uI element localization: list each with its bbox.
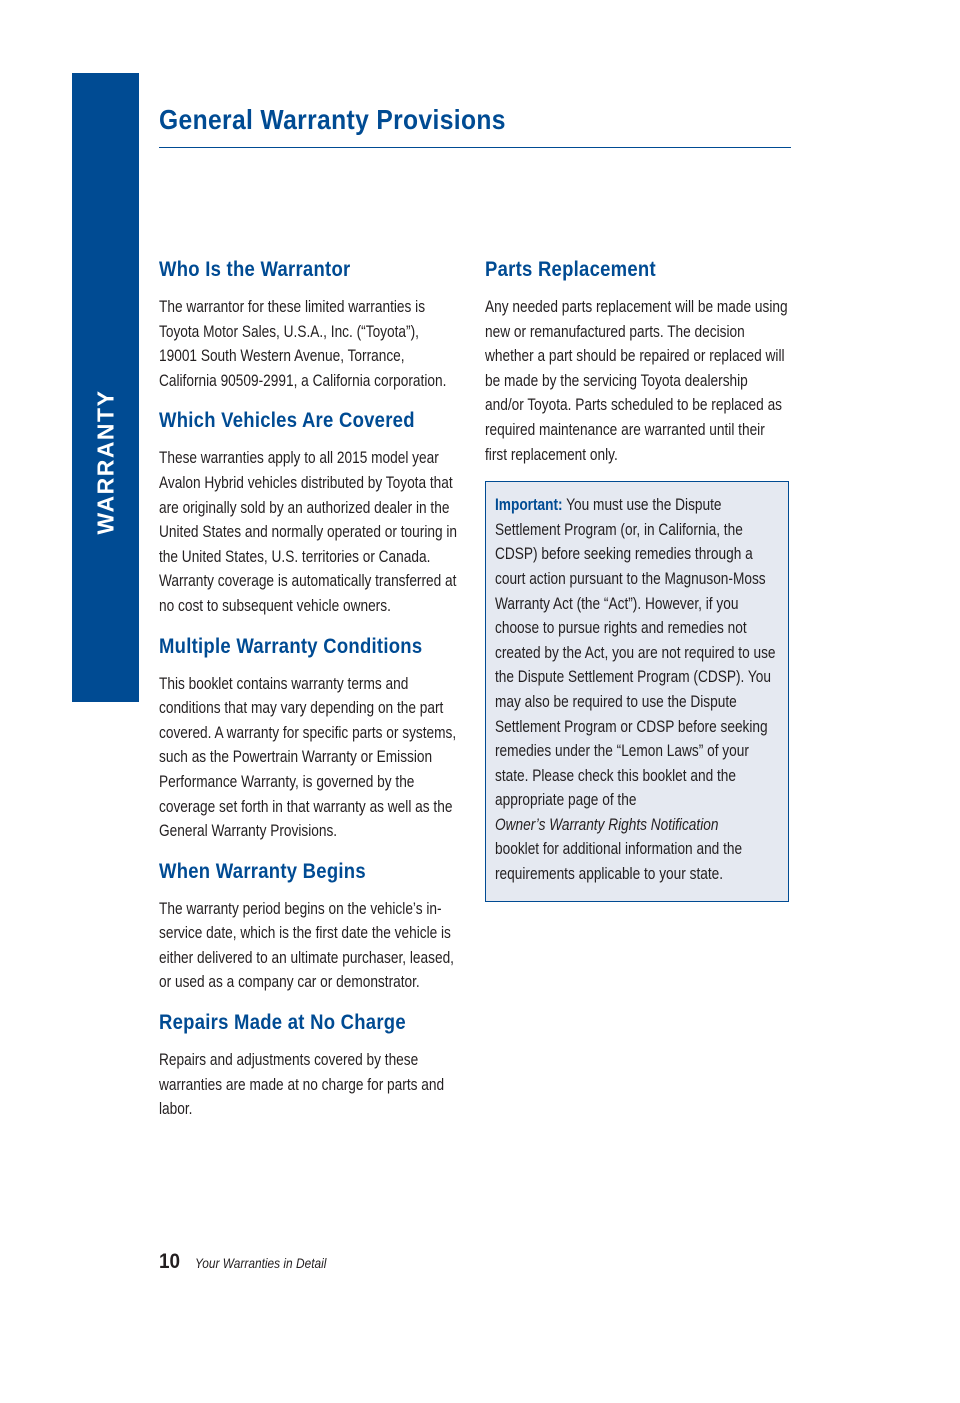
- callout-text-inner: [495, 493, 778, 887]
- right-column: [485, 256, 789, 902]
- section-body-text: This booklet contains warranty terms and conditions that may vary depending on the part covered. A warranty for specific parts or systems, such as the Powertrain Warranty or Emission Performance Warranty, is governed by the coverage set forth in that warranty as well as the General Warranty Provisions.: [159, 674, 457, 841]
- section-body: [159, 446, 459, 618]
- section-no-charge: [159, 1009, 459, 1122]
- section-body-text: Repairs and adjustments covered by these warranties are made at no charge for parts and labor.: [159, 1051, 445, 1119]
- callout-text: [495, 493, 778, 887]
- section-heading: When Warranty Begins: [159, 859, 366, 883]
- section-body: [159, 672, 459, 844]
- footer-label: Your Warranties in Detail: [194, 1255, 327, 1271]
- section-heading: Parts Replacement: [485, 258, 656, 281]
- page-footer: [159, 1250, 349, 1274]
- page-title: General Warranty Provisions: [159, 104, 506, 135]
- section-body: [159, 295, 459, 393]
- section-heading: Multiple Warranty Conditions: [159, 634, 423, 658]
- section-who-is-warrantor: [159, 256, 459, 393]
- section-vehicles-covered: [159, 407, 459, 618]
- section-heading: Which Vehicles Are Covered: [159, 409, 415, 433]
- callout-text-after: booklet for additional information and the requirements applicable to your state.: [495, 840, 743, 884]
- callout-text-before: You must use the Dispute Settlement Program (or, in California, the CDSP) before seeking remedies through a court action pursuant to the Magnuson-Moss Warranty Act (the “Act”). However, if you choose to pursue rights and remedies not created by the Act, you are not required to use the Dispute Settlement Program (CDSP). You may also be required to use the Dispute Settlement Program or CDSP before seeking remedies under the “Lemon Laws” of your state. Please check this booklet and the appropriate page of the: [495, 496, 776, 810]
- section-body: [485, 295, 789, 467]
- section-body-text: These warranties apply to all 2015 model year Avalon Hybrid vehicles distributed by Toyota that are originally sold by an authorized dealer in the United States and normally operated or touring in the United States, U.S. territories or Canada. Warranty coverage is automatically transferred at no cost to subsequent vehicle owners.: [159, 449, 458, 615]
- section-body-text: The warranty period begins on the vehicle’s in-service date, which is the first date the vehicle is either delivered to an ultimate purchaser, leased, or used as a company car or demonstrator.: [159, 899, 454, 992]
- section-multiple-conditions: [159, 633, 459, 844]
- side-tab-label: WARRANTY: [92, 389, 118, 535]
- page-number: 10: [159, 1250, 181, 1273]
- callout-lead: Important:: [495, 496, 563, 515]
- section-parts-replacement: [485, 256, 789, 467]
- title-rule: [159, 147, 791, 148]
- section-heading: Repairs Made at No Charge: [159, 1011, 406, 1035]
- section-warranty-begins: [159, 858, 459, 995]
- section-body-text: Any needed parts replacement will be made using new or remanufactured parts. The decision whether a part should be repaired or replaced will be made by the servicing Toyota dealership and/or Toyota. Parts scheduled to be replaced as required maintenance are warranted until their first replacement only.: [485, 298, 788, 464]
- side-tab: [72, 73, 139, 702]
- section-body: [159, 897, 459, 995]
- section-body: [159, 1048, 459, 1122]
- callout-emphasis: Owner’s Warranty Rights Notification: [495, 815, 719, 834]
- left-column: [159, 256, 459, 1136]
- important-callout: [485, 481, 789, 902]
- section-heading: Who Is the Warrantor: [159, 258, 351, 281]
- section-body-text: The warrantor for these limited warranties is Toyota Motor Sales, U.S.A., Inc. (“Toyota”), 19001 South Western Avenue, Torrance, California 90509-2991, a California corporation.: [159, 298, 447, 390]
